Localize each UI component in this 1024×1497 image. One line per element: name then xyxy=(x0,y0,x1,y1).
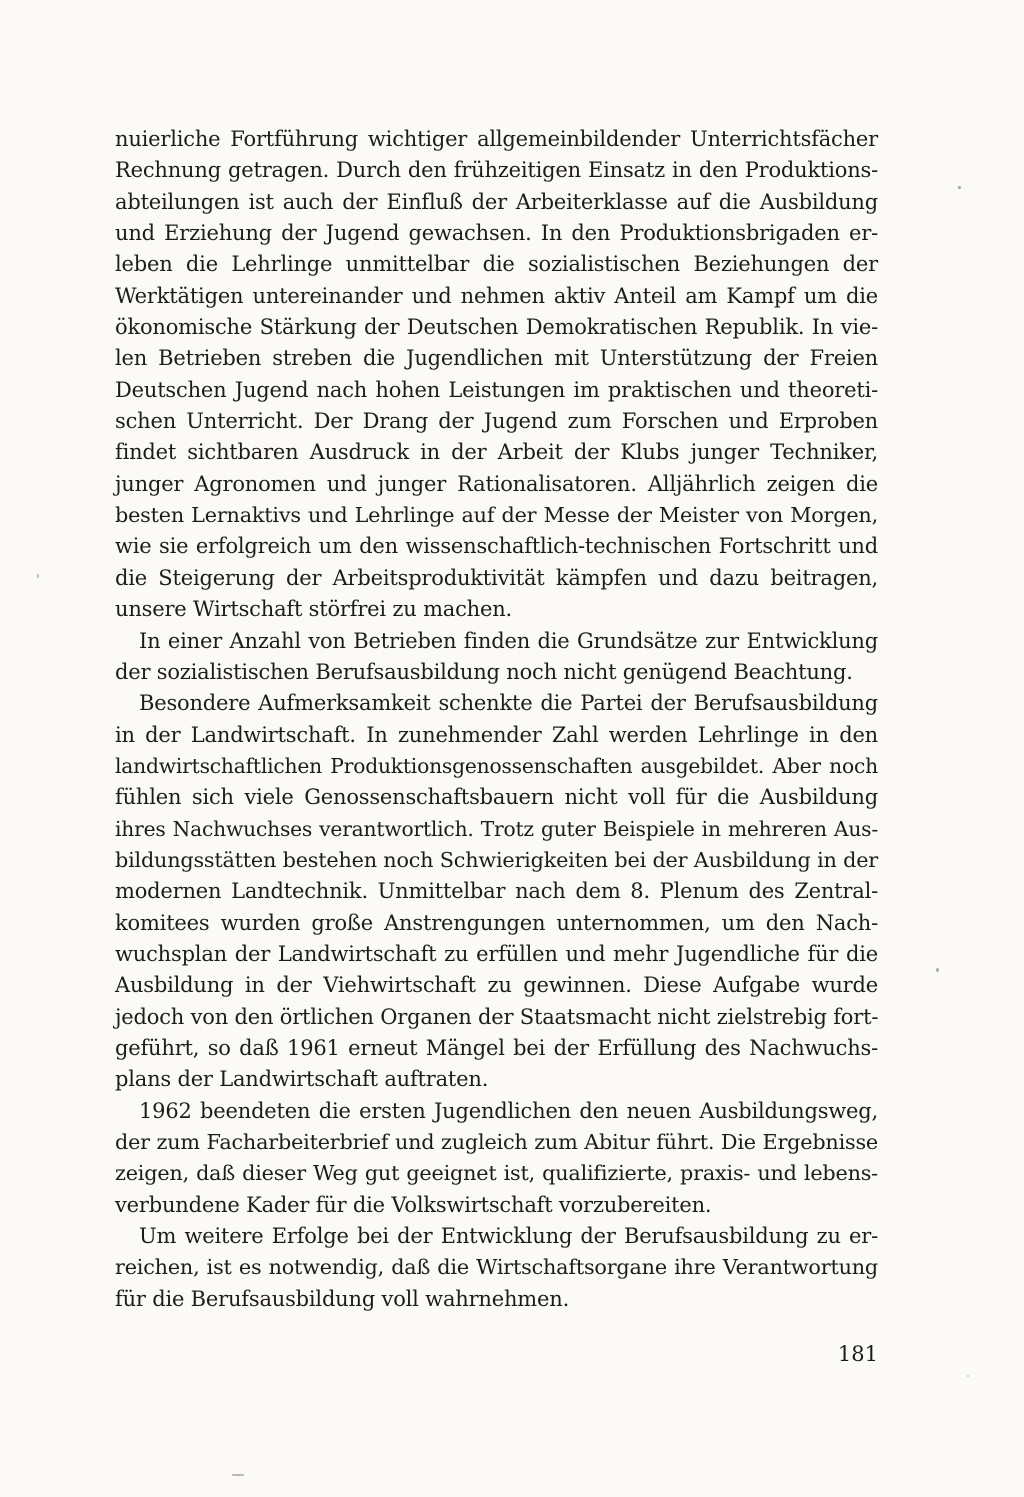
paragraph xyxy=(115,1096,878,1221)
scan-speck xyxy=(967,1375,969,1377)
page-number: 181 xyxy=(837,1342,878,1366)
text-line: die Steigerung der Arbeitsproduktivität kämpfen und dazu beitragen, xyxy=(115,565,878,590)
text-line: Werktätigen untereinander und nehmen aktiv Anteil am Kampf um die xyxy=(115,283,878,308)
text-line: der zum Facharbeiterbrief und zugleich zum Abitur führt. Die Ergebnisse xyxy=(115,1130,878,1154)
text-line: zeigen, daß dieser Weg gut geeignet ist, qualifizierte, praxis- und lebens- xyxy=(115,1161,878,1186)
text-line: fühlen sich viele Genossenschaftsbauern nicht voll für die Ausbildung xyxy=(115,785,878,810)
text-line: 1962 beendeten die ersten Jugendlichen den neuen Ausbildungsweg, xyxy=(139,1098,878,1123)
text-line: komitees wurden große Anstrengungen unternommen, um den Nach- xyxy=(115,910,878,935)
text-line: geführt, so daß 1961 erneut Mängel bei der Erfüllung des Nachwuchs- xyxy=(115,1035,878,1060)
text-line: in der Landwirtschaft. In zunehmender Zahl werden Lehrlinge in den xyxy=(115,722,878,747)
text-line: wie sie erfolgreich um den wissenschaftlich-technischen Fortschritt und xyxy=(115,534,878,559)
text-line: Deutschen Jugend nach hohen Leistungen im praktischen und theoreti- xyxy=(115,377,878,402)
text-line: reichen, ist es notwendig, daß die Wirtschaftsorgane ihre Verantwortung xyxy=(115,1255,878,1280)
text-line: findet sichtbaren Ausdruck in der Arbeit der Klubs junger Techniker, xyxy=(115,440,878,465)
text-line: landwirtschaftlichen Produktionsgenossenschaften ausgebildet. Aber noch xyxy=(115,753,878,778)
text-line: und Erziehung der Jugend gewachsen. In den Produktionsbrigaden er- xyxy=(115,221,878,246)
paragraph xyxy=(115,626,878,689)
text-line: Ausbildung in der Viehwirtschaft zu gewinnen. Diese Aufgabe wurde xyxy=(115,973,878,998)
text-line: In einer Anzahl von Betrieben finden die Grundsätze zur Entwicklung xyxy=(139,628,878,653)
scan-speck xyxy=(958,186,961,189)
paragraph xyxy=(115,688,878,1095)
text-line: abteilungen ist auch der Einfluß der Arbeiterklasse auf die Ausbildung xyxy=(115,189,878,214)
scan-speck xyxy=(37,574,39,578)
text-line: ökonomische Stärkung der Deutschen Demokratischen Republik. In vie- xyxy=(115,315,878,340)
paragraph xyxy=(115,124,878,626)
text-line: unsere Wirtschaft störfrei zu machen. xyxy=(115,597,513,622)
text-line: für die Berufsausbildung voll wahrnehmen. xyxy=(115,1286,570,1311)
scan-speck xyxy=(936,968,939,972)
paragraph xyxy=(115,1221,878,1315)
text-line: wuchsplan der Landwirtschaft zu erfüllen und mehr Jugendliche für die xyxy=(115,941,878,966)
text-line: leben die Lehrlinge unmittelbar die sozialistischen Beziehungen der xyxy=(115,252,878,277)
text-line: schen Unterricht. Der Drang der Jugend zum Forschen und Erproben xyxy=(115,409,878,434)
text-line: bildungsstätten bestehen noch Schwierigkeiten bei der Ausbildung in der xyxy=(115,847,878,872)
text-line: besten Lernaktivs und Lehrlinge auf der Messe der Meister von Morgen, xyxy=(115,503,878,528)
text-line: Um weitere Erfolge bei der Entwicklung der Berufsausbildung zu er- xyxy=(139,1224,878,1249)
text-line: modernen Landtechnik. Unmittelbar nach dem 8. Plenum des Zentral- xyxy=(115,879,878,904)
text-line: nuierliche Fortführung wichtiger allgemeinbildender Unterrichtsfächer xyxy=(115,127,878,151)
text-line: der sozialistischen Berufsausbildung noch nicht genügend Beachtung. xyxy=(115,659,853,684)
scan-speck xyxy=(232,1474,244,1476)
text-line: Rechnung getragen. Durch den frühzeitigen Einsatz in den Produktions- xyxy=(115,158,878,183)
text-line: junger Agronomen und junger Rationalisatoren. Alljährlich zeigen die xyxy=(115,471,878,496)
text-line: len Betrieben streben die Jugendlichen mit Unterstützung der Freien xyxy=(115,346,878,371)
text-line: verbundene Kader für die Volkswirtschaft vorzubereiten. xyxy=(115,1192,712,1217)
body-text xyxy=(115,124,878,1315)
text-line: ihres Nachwuchses verantwortlich. Trotz guter Beispiele in mehreren Aus- xyxy=(115,816,878,841)
text-line: jedoch von den örtlichen Organen der Staatsmacht nicht zielstrebig fort- xyxy=(115,1004,879,1029)
text-line: plans der Landwirtschaft auftraten. xyxy=(115,1067,489,1092)
text-line: Besondere Aufmerksamkeit schenkte die Partei der Berufsausbildung xyxy=(139,691,878,716)
